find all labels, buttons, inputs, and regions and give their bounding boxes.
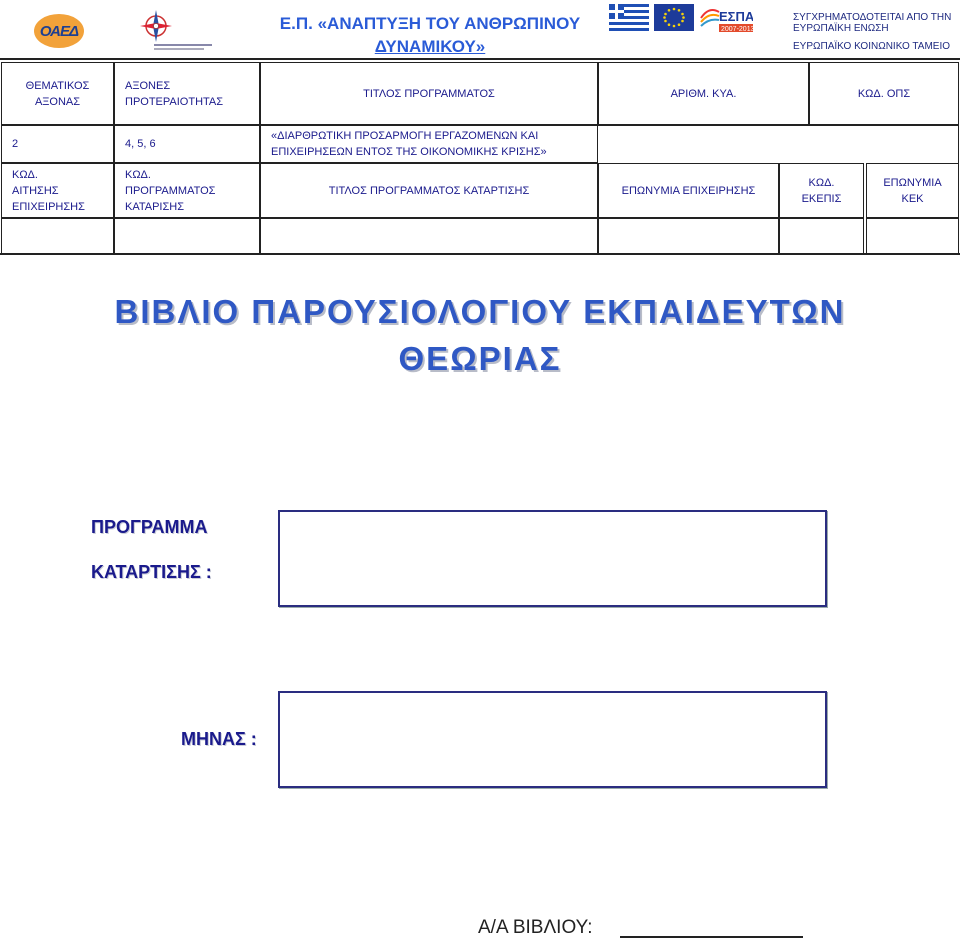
- greek-flag-icon: [609, 4, 649, 31]
- training-title-field[interactable]: [260, 218, 598, 254]
- oaed-logo: [34, 14, 84, 48]
- training-title-header: ΤΙΤΛΟΣ ΠΡΟΓΡΑΜΜΑΤΟΣ ΚΑΤΑΡΤΙΣΗΣ: [260, 163, 598, 218]
- title-line-2: ΔΥΝΑΜΙΚΟΥ»: [374, 37, 486, 56]
- program-label-line-2: ΚΑΤΑΡΤΙΣΗΣ :: [91, 562, 212, 582]
- priority-axes-value: 4, 5, 6: [114, 125, 260, 163]
- kya-number-value: [598, 125, 809, 163]
- compass-emblem-icon: [134, 6, 214, 54]
- oaed-logo-text: ΟΑΕΔ: [39, 22, 79, 40]
- title-line-1: Ε.Π. «ΑΝΑΠΤΥΞΗ ΤΟΥ ΑΝΘΡΩΠΙΝΟΥ: [279, 14, 581, 33]
- cofunding-note: [793, 12, 951, 34]
- thematic-axis-header: ΘΕΜΑΤΙΚΟΣ ΑΞΟΝΑΣ: [1, 62, 114, 125]
- training-program-code-field[interactable]: [114, 218, 260, 254]
- program-label-line-1: ΠΡΟΓΡΑΜΜΑ: [91, 517, 208, 537]
- program-title-col-header: ΤΙΤΛΟΣ ΠΡΟΓΡΑΜΜΑΤΟΣ: [260, 62, 598, 125]
- ministry-logo: [134, 6, 214, 54]
- kek-name-field[interactable]: [866, 218, 959, 254]
- book-title-line-2: ΘΕΩΡΙΑΣ: [398, 340, 562, 377]
- program-title-header: [260, 12, 600, 58]
- esf-label: ΕΥΡΩΠΑΪΚΟ ΚΟΙΝΩΝΙΚΟ ΤΑΜΕΙΟ: [793, 41, 951, 52]
- book-title: [0, 288, 960, 382]
- espa-text: ΕΣΠΑ: [719, 9, 753, 24]
- application-code-header: ΚΩΔ. ΑΙΤΗΣΗΣ ΕΠΙΧΕΙΡΗΣΗΣ: [1, 163, 114, 218]
- cofund-line-1: ΣΥΓΧΡΗΜΑΤΟΔΟΤΕΙΤΑΙ ΑΠΟ ΤΗΝ: [793, 12, 952, 23]
- book-title-line-1: ΒΙΒΛΙΟ ΠΑΡΟΥΣΙΟΛΟΓΙΟΥ ΕΚΠΑΙΔΕΥΤΩΝ: [114, 293, 846, 330]
- espa-years: 2007-2013: [721, 26, 753, 33]
- month-label: ΜΗΝΑΣ :: [181, 729, 257, 749]
- table-top-rule: [0, 58, 960, 60]
- application-code-field[interactable]: [1, 218, 114, 254]
- company-name-header: ΕΠΩΝΥΜΙΑ ΕΠΙΧΕΙΡΗΣΗΣ: [598, 163, 779, 218]
- training-program-input-box[interactable]: [278, 510, 827, 607]
- thematic-axis-value: 2: [1, 125, 114, 163]
- kek-name-header: ΕΠΩΝΥΜΙΑ ΚΕΚ: [866, 163, 959, 218]
- program-title-value: «ΔΙΑΡΘΡΩΤΙΚΗ ΠΡΟΣΑΡΜΟΓΗ ΕΡΓΑΖΟΜΕΝΩΝ ΚΑΙ ΕΠΙΧΕΙΡΗΣΕΩΝ ΕΝΤΟΣ ΤΗΣ ΟΙΚΟΝΟΜΙΚΗΣ ΚΡΙΣΗΣ»: [260, 125, 598, 163]
- book-number-line[interactable]: [620, 936, 803, 938]
- kya-number-header: ΑΡΙΘΜ. ΚΥΑ.: [598, 62, 809, 125]
- ekepis-code-field[interactable]: [779, 218, 864, 254]
- book-number-label: Α/Α ΒΙΒΛΙΟΥ:: [478, 917, 593, 938]
- eu-flag-icon: [654, 4, 694, 31]
- ops-code-header: ΚΩΔ. ΟΠΣ: [809, 62, 959, 125]
- espa-logo: [699, 4, 753, 36]
- priority-axes-header: ΑΞΟΝΕΣ ΠΡΟΤΕΡΑΙΟΤΗΤΑΣ: [114, 62, 260, 125]
- table-bottom-rule: [0, 253, 960, 255]
- ops-code-value: [809, 125, 959, 163]
- cofund-line-2: ΕΥΡΩΠΑΪΚΗ ΕΝΩΣΗ: [793, 23, 889, 34]
- company-name-field[interactable]: [598, 218, 779, 254]
- ekepis-code-header: ΚΩΔ. ΕΚΕΠΙΣ: [779, 163, 864, 218]
- month-input-box[interactable]: [278, 691, 827, 788]
- training-program-code-header: ΚΩΔ. ΠΡΟΓΡΑΜΜΑΤΟΣ ΚΑΤΑΡΙΣΗΣ: [114, 163, 260, 218]
